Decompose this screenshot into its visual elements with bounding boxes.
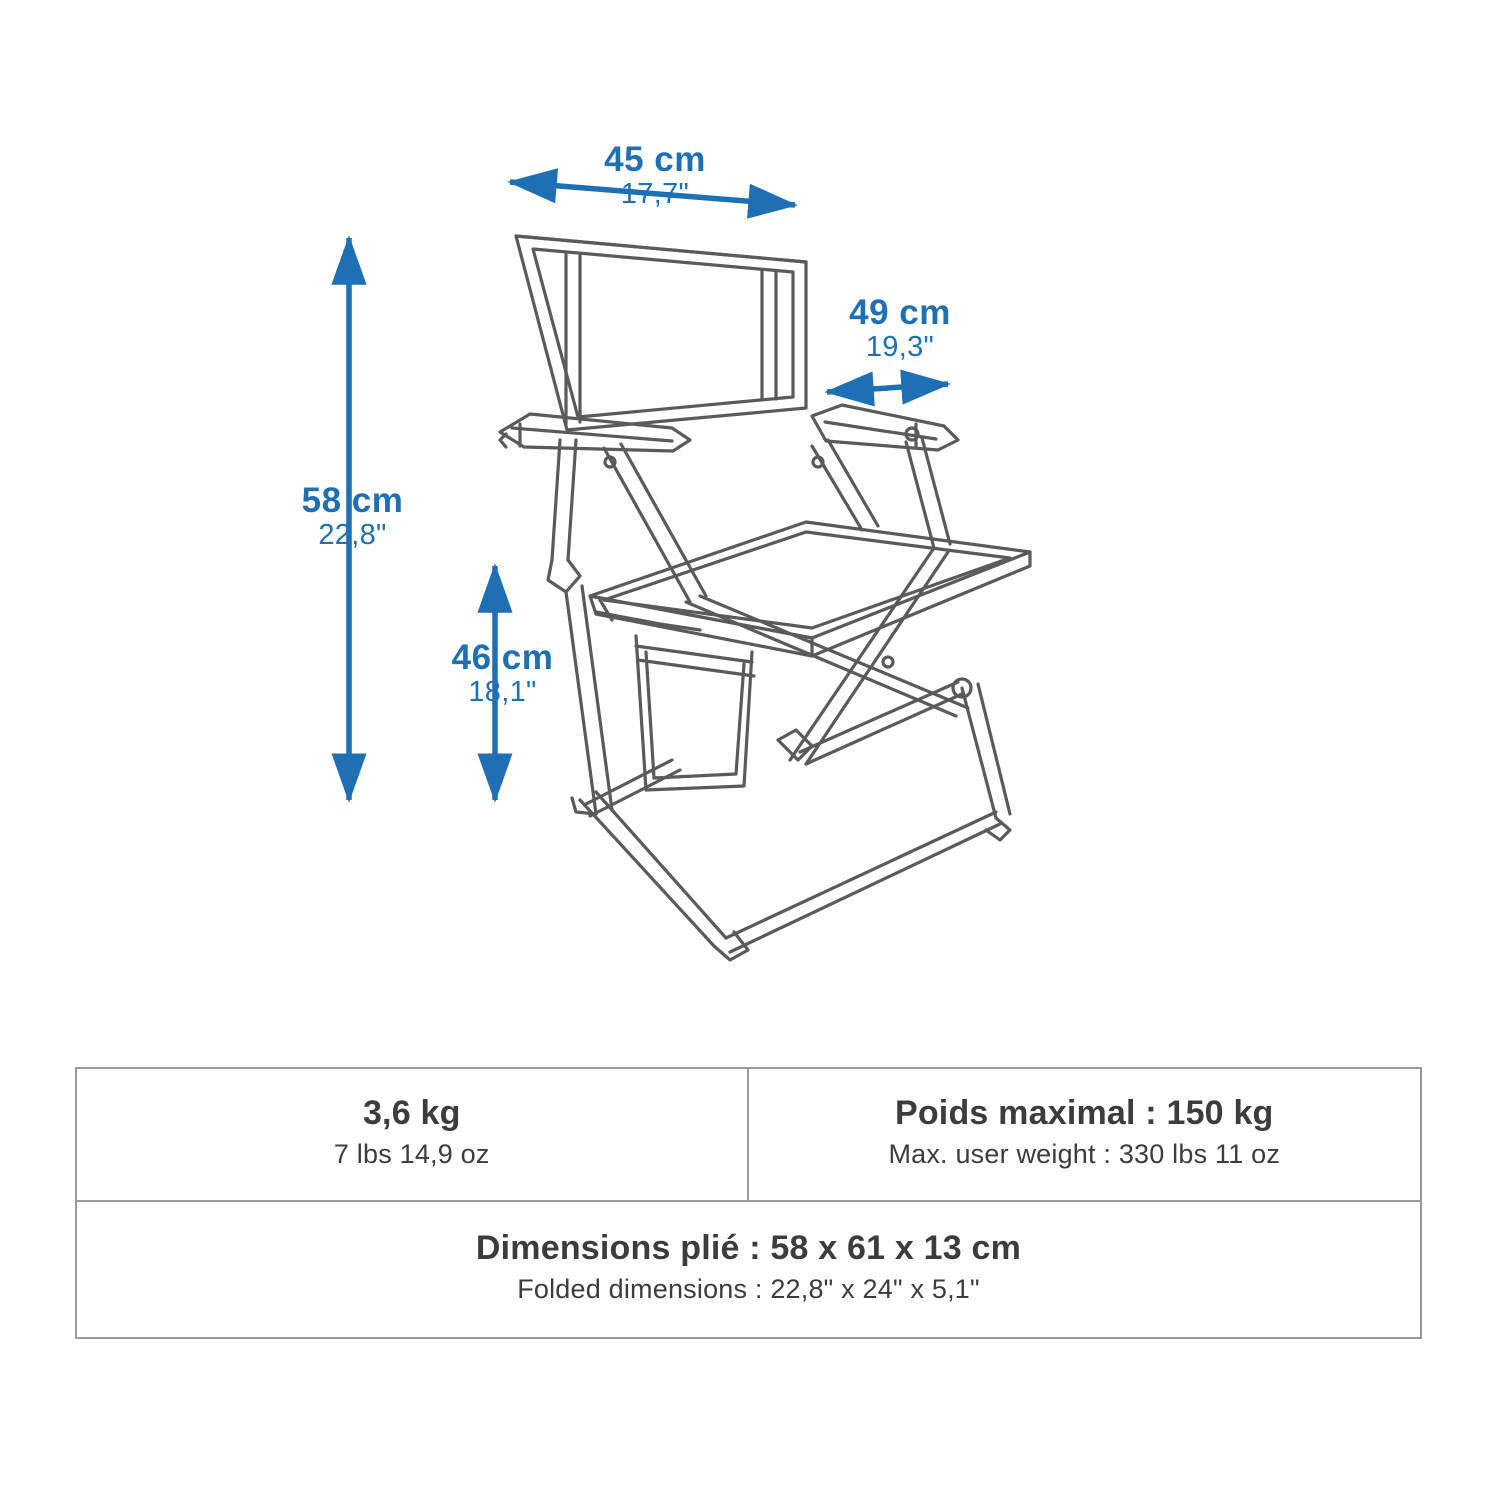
dimension-label-width (505, 142, 805, 209)
dimension-label-total-height (250, 483, 455, 550)
dimension-depth-imperial: 19,3" (865, 330, 935, 363)
spec-cell-max-user-weight (749, 1069, 1421, 1200)
folded-dimensions-primary: Dimensions plié : 58 x 61 x 13 cm (475, 1228, 1022, 1267)
dimension-label-depth (795, 295, 1005, 362)
folded-dimensions-secondary: Folded dimensions : 22,8" x 24" x 5,1" (517, 1273, 980, 1304)
weight-primary: 3,6 kg (362, 1094, 461, 1132)
spec-cell-folded-dimensions (77, 1202, 1420, 1337)
spec-cell-weight (77, 1069, 749, 1200)
dimension-width-imperial: 17,7" (620, 177, 690, 210)
max-user-weight-primary: Poids maximal : 150 kg (894, 1094, 1274, 1132)
specification-table (75, 1067, 1422, 1339)
weight-secondary: 7 lbs 14,9 oz (333, 1139, 490, 1170)
dimension-seat-height-imperial: 18,1" (468, 675, 537, 708)
dimension-width-metric: 45 cm (604, 140, 706, 179)
dimension-label-seat-height (400, 640, 605, 707)
max-user-weight-secondary: Max. user weight : 330 lbs 11 oz (888, 1139, 1281, 1170)
dimension-total-height-metric: 58 cm (301, 481, 404, 520)
dimension-total-height-imperial: 22,8" (318, 518, 387, 551)
table-row (77, 1069, 1420, 1202)
table-row (77, 1202, 1420, 1337)
dimension-seat-height-metric: 46 cm (451, 638, 554, 677)
dimension-depth-metric: 49 cm (849, 293, 951, 332)
